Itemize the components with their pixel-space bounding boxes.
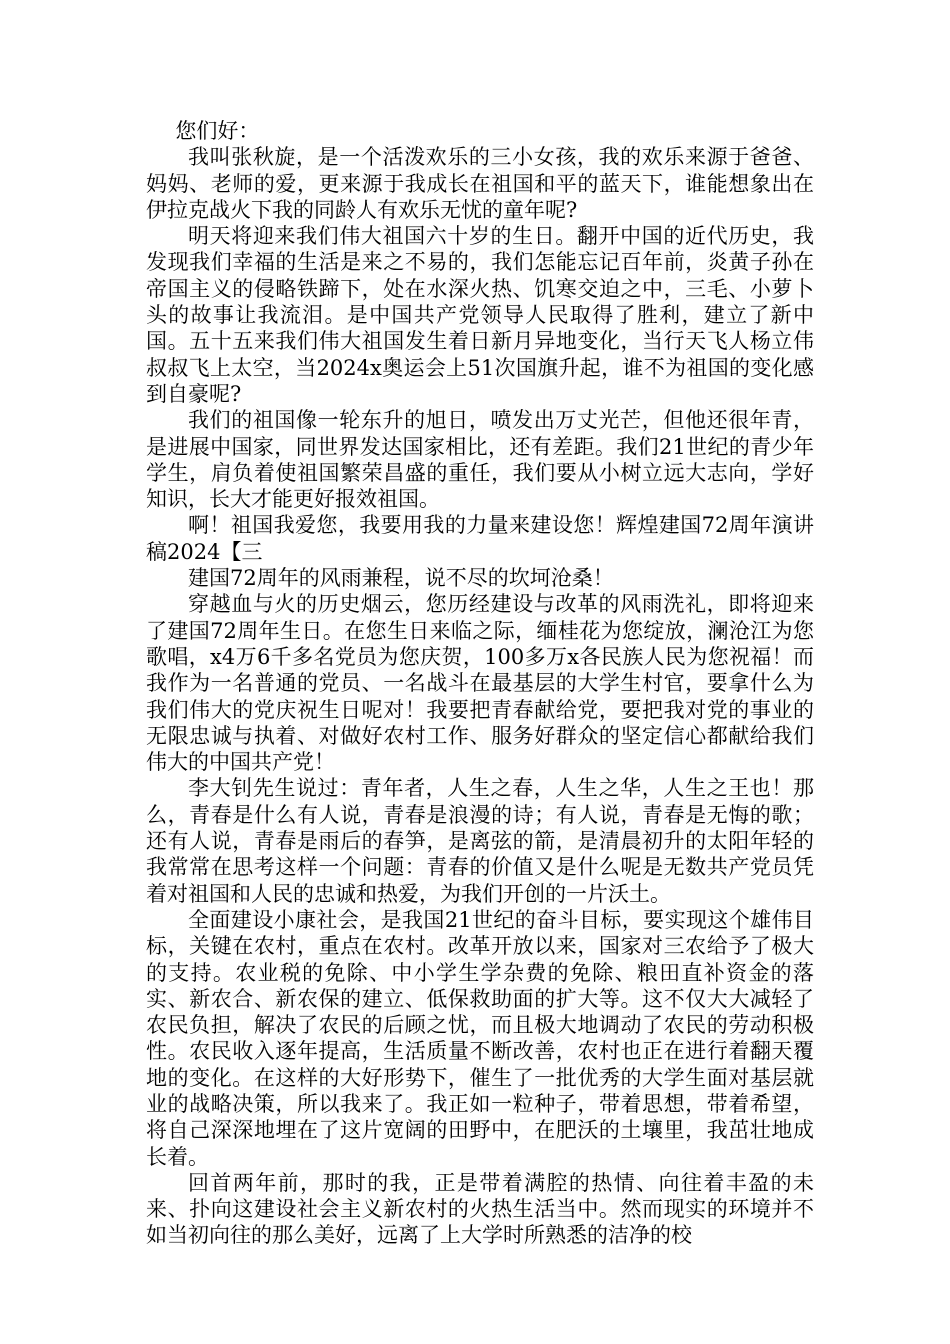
body-paragraph: 全面建设小康社会，是我国21世纪的奋斗目标，要实现这个雄伟目标，关键在农村，重点在农村。改革开放以来，国家对三农给予了极大的支持。农业税的免除、中小学生学杂费的免除、粮田直补资金的落实、新农合、新农保的建立、低保救助面的扩大等。这不仅大大减轻了农民负担，解决了农民的后顾之忧，而且极大地调动了农民的劳动积极性。农民收入逐年提高，生活质量不断改善，农村也正在进行着翻天覆地的变化。在这样的大好形势下，催生了一批优秀的大学生面对基层就业的战略决策，所以我来了。我正如一粒种子，带着思想，带着希望，将自己深深地埋在了这片宽阔的田野中，在肥沃的土壤里，我茁壮地成长着。 — [146, 907, 814, 1169]
document-page — [146, 118, 814, 1249]
body-paragraph: 啊！祖国我爱您，我要用我的力量来建设您！辉煌建国72周年演讲稿2024【三 — [146, 513, 814, 564]
body-paragraph: 李大钊先生说过：青年者，人生之春，人生之华，人生之王也！那么，青春是什么有人说，青春是浪漫的诗；有人说，青春是无悔的歌；还有人说，青春是雨后的春笋，是离弦的箭，是清晨初升的太阳年轻的我常常在思考这样一个问题：青春的价值又是什么呢是无数共产党员凭着对祖国和人民的忠诚和热爱，为我们开创的一片沃土。 — [146, 776, 814, 906]
section-title-paragraph: 建国72周年的风雨兼程，说不尽的坎坷沧桑！ — [188, 566, 614, 591]
body-paragraph: 我们的祖国像一轮东升的旭日，喷发出万丈光芒，但他还很年青，是进展中国家，同世界发达国家相比，还有差距。我们21世纪的青少年学生，肩负着使祖国繁荣昌盛的重任，我们要从小树立远大志向，学好知识，长大才能更好报效祖国。 — [146, 408, 814, 512]
greeting-paragraph: 您们好： — [175, 119, 260, 143]
body-paragraph: 我叫张秋旋，是一个活泼欢乐的三小女孩，我的欢乐来源于爸爸、妈妈、老师的爱，更来源于我成长在祖国和平的蓝天下，谁能想象出在伊拉克战火下我的同龄人有欢乐无忧的童年呢? — [146, 145, 814, 222]
body-paragraph: 回首两年前，那时的我，正是带着满腔的热情、向往着丰盈的未来、扑向这建设社会主义新农村的火热生活当中。然而现实的环境并不如当初向往的那么美好，远离了上大学时所熟悉的洁净的校 — [146, 1170, 814, 1248]
body-paragraph: 穿越血与火的历史烟云，您历经建设与改革的风雨洗礼，即将迎来了建国72周年生日。在您生日来临之际，缅桂花为您绽放，澜沧江为您歌唱，x4万6千多名党员为您庆贺，100多万x各民族人民为您祝福！而我作为一名普通的党员、一名战斗在最基层的大学生村官，要拿什么为我们伟大的党庆祝生日呢对！我要把青春献给党，要把我对党的事业的无限忠诚与执着、对做好农村工作、服务好群众的坚定信心都献给我们伟大的中国共产党！ — [146, 592, 814, 775]
body-paragraph: 明天将迎来我们伟大祖国六十岁的生日。翻开中国的近代历史，我发现我们幸福的生活是来之不易的，我们怎能忘记百年前，炎黄子孙在帝国主义的侵略铁蹄下，处在水深火热、饥寒交迫之中，三毛、小萝卜头的故事让我流泪。是中国共产党领导人民取得了胜利，建立了新中国。五十五来我们伟大祖国发生着日新月异地变化，当行天飞人杨立伟叔叔飞上太空，当2024x奥运会上51次国旗升起，谁不为祖国的变化感到自豪呢? — [146, 224, 814, 406]
